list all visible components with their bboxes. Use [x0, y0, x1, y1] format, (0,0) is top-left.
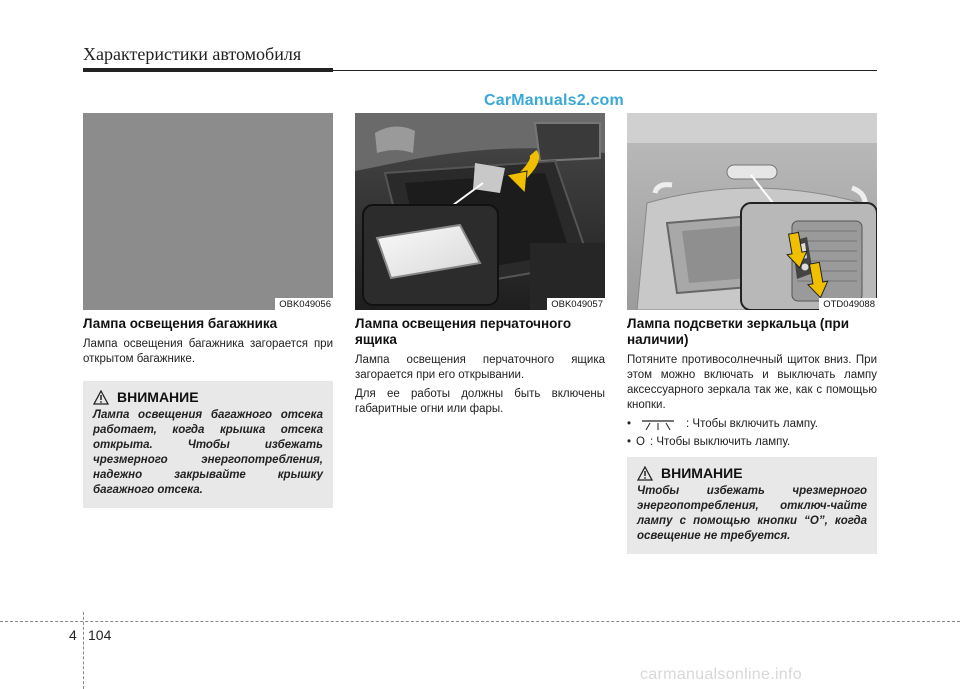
watermark-top[interactable]: CarManuals2.com	[484, 92, 624, 109]
warning-triangle-icon	[93, 390, 109, 405]
bullet-lamp-off: • O : Чтобы выключить лампу.	[627, 436, 791, 448]
image-code: OBK049057	[547, 298, 605, 310]
image-code: OBK049056	[275, 298, 333, 310]
section-heading: Лампа подсветки зеркальца (при наличии)	[627, 316, 850, 347]
section-paragraph: Лампа освещения перчаточного ящика загорается при его открывании.	[355, 354, 605, 381]
footer-vertical-divider	[83, 612, 84, 689]
section-paragraph: Потяните противосолнечный щиток вниз. При этом можно включать и выключать лампу аксессуарного зеркала так же, как с помощью кнопки.	[627, 354, 877, 411]
header-rule-thin	[333, 70, 877, 71]
warning-box-mirror	[627, 457, 877, 554]
image-glove-box-lamp	[355, 113, 605, 310]
section-glove-box-lamp	[355, 316, 605, 421]
header-rule-thick	[83, 68, 333, 72]
section-paragraph: Лампа освещения багажника загорается при открытом багажнике.	[83, 338, 333, 365]
blank-gray-photo	[83, 113, 333, 310]
image-code: OTD049088	[819, 298, 877, 310]
lamp-on-icon	[638, 419, 678, 431]
section-heading: Лампа освещения перчаточного ящика	[355, 316, 572, 347]
page-header-title: Характеристики автомобиля	[83, 44, 302, 64]
footer-divider	[0, 621, 960, 622]
warning-box-trunk	[83, 381, 333, 508]
sun-visor-photo	[627, 113, 877, 310]
page-number: 104	[88, 627, 112, 643]
chapter-number: 4	[69, 627, 77, 643]
section-heading: Лампа освещения багажника	[83, 316, 278, 331]
image-trunk-lamp	[83, 113, 333, 310]
bullet-text: : Чтобы включить лампу.	[686, 418, 818, 430]
warning-text: Чтобы избежать чрезмерного энергопотребления, отключ-чайте лампу с помощью кнопки “O”, когда освещение не требуется.	[637, 485, 867, 542]
watermark-bottom[interactable]: carmanualsonline.info	[640, 666, 802, 683]
warning-title: ВНИМАНИЕ	[661, 465, 743, 481]
bullet-text: : Чтобы выключить лампу.	[649, 436, 791, 448]
image-vanity-mirror-lamp	[627, 113, 877, 310]
section-trunk-lamp	[83, 316, 333, 371]
bullet-lamp-on: • : Чтобы включить лампу.	[627, 418, 818, 430]
bullet-symbol: O	[636, 436, 645, 448]
section-vanity-mirror-lamp	[627, 316, 877, 453]
glove-box-photo	[355, 113, 605, 310]
warning-title: ВНИМАНИЕ	[117, 389, 199, 405]
warning-triangle-icon	[637, 466, 653, 481]
section-paragraph: Для ее работы должны быть включены габаритные огни или фары.	[355, 388, 605, 415]
warning-text: Лампа освещения багажного отсека работает, когда крышка отсека открыта. Чтобы избежать чрезмерного энергопотребления, надежно закрывайте крышку багажного отсека.	[93, 409, 323, 496]
